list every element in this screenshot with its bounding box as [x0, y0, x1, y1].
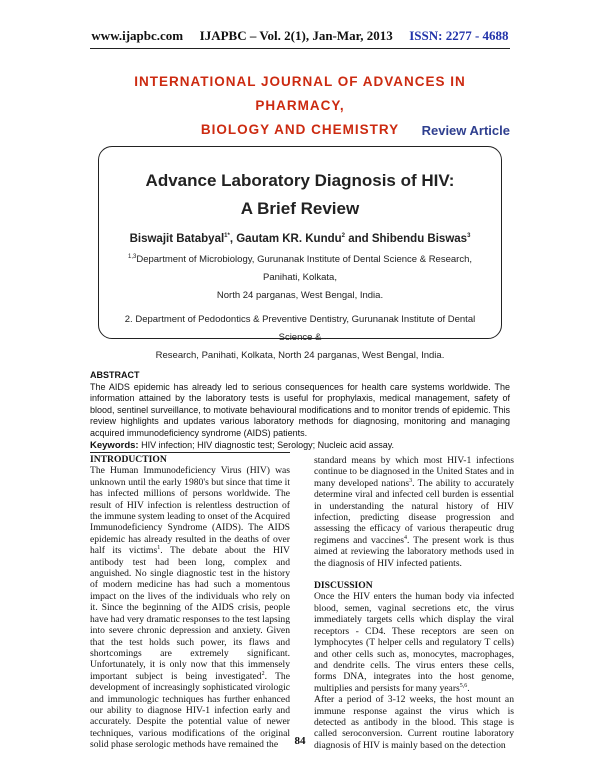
discussion-heading: DISCUSSION [314, 580, 373, 592]
journal-website: www.ijapbc.com [91, 28, 184, 43]
discussion-paragraph-2: After a period of 3-12 weeks, the host mount an immune response against the virus which is detected as antibody in the blood. This stage is called seroconversion. Current routine laboratory diagnosis of HIV is mainly based on the detection [314, 694, 514, 751]
introduction-heading: INTRODUCTION [90, 452, 290, 465]
journal-issn: ISSN: 2277 - 4688 [409, 28, 509, 43]
abstract [90, 370, 510, 439]
keywords-text: HIV infection; HIV diagnostic test; Serology; Nucleic acid assay. [138, 440, 395, 450]
right-column [314, 455, 514, 751]
page-number: 84 [294, 735, 306, 747]
affiliation-1-line2: North 24 parganas, West Bengal, India. [216, 290, 384, 301]
author-1-affil: 1* [224, 233, 230, 240]
affiliation-2: 2. Department of Pedodontics & Preventive Dentistry, Gurunanak Institute of Dental Science & [124, 314, 476, 343]
author-3-affil: 3 [467, 233, 471, 240]
running-header [90, 28, 510, 44]
author-list: Biswajit Batabyal$^{1*}$, Gautam KR. Kundu$^2$ and Shibendu Biswas$^3$ [129, 233, 471, 245]
keywords [90, 440, 510, 451]
journal-citation: IJAPBC – Vol. 2(1), Jan-Mar, 2013 [199, 28, 393, 43]
author-2: Gautam KR. Kundu [236, 233, 342, 245]
header-rule [90, 48, 510, 49]
article-type: Review Article [421, 123, 510, 138]
affiliation-1: $^{1,3}$Department of Microbiology, Gurunanak Institute of Dental Science & Research, Panihati, Kolkata, [127, 253, 472, 283]
introduction-continued: standard means by which most HIV-1 infections continue to be diagnosed in the United States and in many developed nations$^3$. The ability to accurately determine viral and infected cell burden is essential in understanding the natural history of HIV infection, predicting disease progression and assessing the efficacy of various therapeutic drug regimens and vaccines$^4$. The present work is thus aimed at reviewing the laboratory methods used in the diagnosis of HIV infected patients. [314, 455, 514, 569]
discussion-paragraph-1: Once the HIV enters the human body via infected blood, semen, vaginal secretions etc, the virus immediately targets cells which display the viral receptors - CD4. These receptors are seen on lymphocytes (T helper cells and regulatory T cells) and other cells such as, monocytes, macrophages, and dendrite cells. The virus enters these cells, forms DNA, integrates into the host genome, multiplies and persists for many years$^{5,6}$. [314, 591, 514, 694]
author-3: Shibendu Biswas [371, 233, 468, 245]
abstract-text: The AIDS epidemic has already led to serious consequences for health care systems worldwide. The information attained by the laboratory tests is useful for prophylaxis, medical management, safety of blood, sentinel surveillance, to motivate behavioural modifications and to monitor trends of epidemic. This review highlights and updates various laboratory methods for diagnosing, monitoring and managing acquired immunodeficiency syndrome (AIDS) patients. [90, 381, 510, 438]
author-2-affil: 2 [341, 233, 345, 240]
left-column [90, 452, 290, 751]
author-1: Biswajit Batabyal [129, 233, 225, 245]
journal-name-line2: BIOLOGY AND CHEMISTRY [200, 122, 400, 137]
journal-name-line1: INTERNATIONAL JOURNAL OF ADVANCES IN PHARMACY, [134, 74, 466, 113]
paper-title: Advance Laboratory Diagnosis of HIV: A Brief Review [145, 171, 455, 218]
affiliation-2-line2: Research, Panihati, Kolkata, North 24 parganas, West Bengal, India. [155, 350, 445, 361]
introduction-paragraph: The Human Immunodeficiency Virus (HIV) was unknown until the early 1980's but since that time it has infected millions of persons worldwide. The result of HIV infection is relentless destruction of the immune system leading to onset of the Acquired Immunodeficiency Syndrome (AIDS). The AIDS epidemic has already resulted in the deaths of over half its victims$^1$. The debate about the HIV antibody test had been long, complex and anguished. No single diagnostic test in the history of modern medicine has had such a momentous impact on the lives of the individuals who rely on it. Since the beginning of the AIDS crisis, people have had very dramatic responses to the test lapsing into severe chronic depression and anxiety. Given that the test holds such power, its flaws and shortcomings are extremely significant. Unfortunately, it is only now that this immensely important subject is being investigated$^2$. The development of increasingly sophisticated virologic and immunologic techniques has further enhanced our ability to diagnose HIV-1 infection early and accurately. Despite the potential value of newer techniques, various modifications of the original solid phase serologic methods have remained the [90, 465, 290, 751]
keywords-label: Keywords: [90, 440, 139, 451]
abstract-heading: ABSTRACT [90, 370, 140, 380]
title-box [98, 146, 502, 361]
